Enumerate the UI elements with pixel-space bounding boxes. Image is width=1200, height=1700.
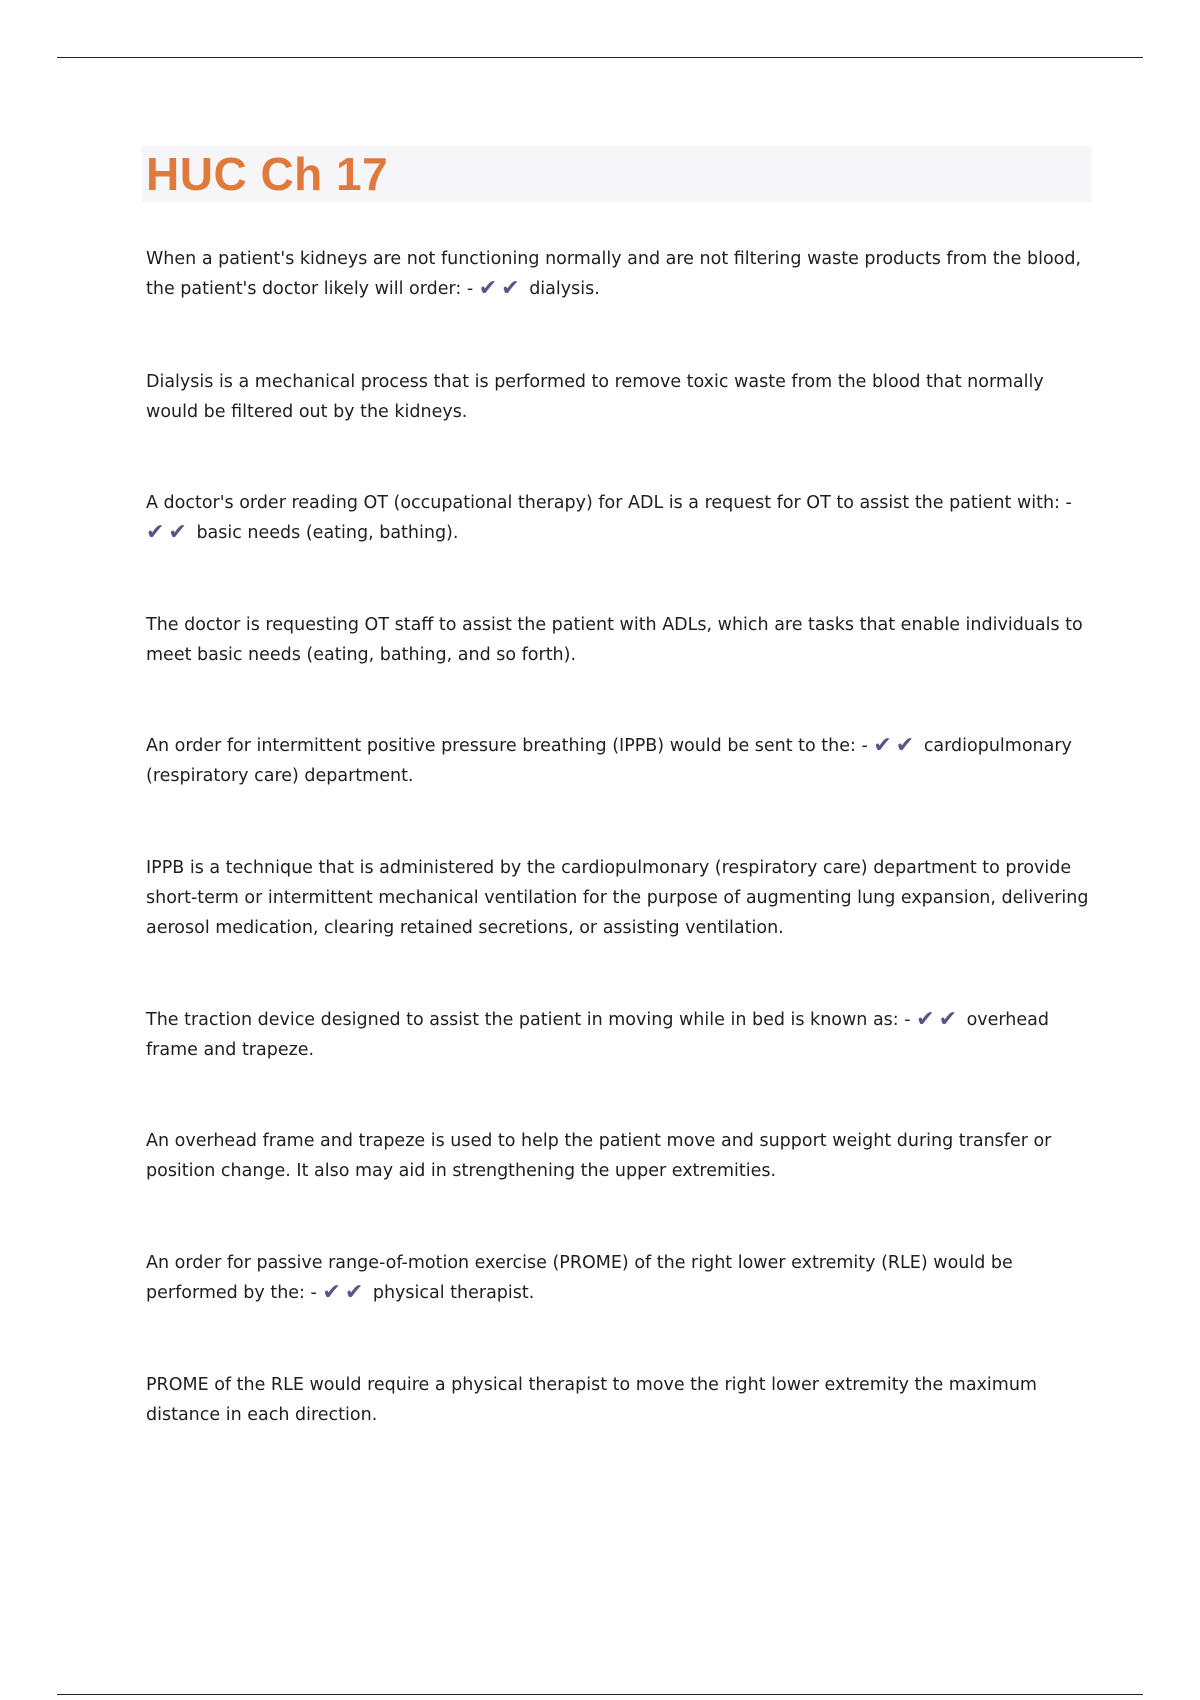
answer-text: cardiopulmonary (respiratory care) department.: [146, 736, 1072, 786]
question-2: [146, 488, 1096, 548]
explanation-3: IPPB is a technique that is administered by the cardiopulmonary (respiratory care) department to provide short-term or intermittent mechanical ventilation for the purpose of augmenting lung expansion, delivering aerosol medication, clearing retained secretions, or assisting ventilation.: [146, 858, 1089, 938]
question-5: [146, 1248, 1096, 1308]
question-text: When a patient's kidneys are not functioning normally and are not filtering waste products from the blood, the patient's doctor likely will order: -: [146, 249, 1082, 299]
explanation-1: Dialysis is a mechanical process that is performed to remove toxic waste from the blood that normally would be filtered out by the kidneys.: [146, 372, 1044, 422]
answer-text: dialysis.: [523, 279, 600, 299]
bottom-rule: [57, 1694, 1143, 1695]
explanation-2: The doctor is requesting OT staff to assist the patient with ADLs, which are tasks that enable individuals to meet basic needs (eating, bathing, and so forth).: [146, 615, 1083, 665]
question-1: [146, 244, 1096, 304]
page-title: HUC Ch 17: [146, 148, 389, 200]
answer-text: overhead frame and trapeze.: [146, 1010, 1049, 1060]
explanation-5: PROME of the RLE would require a physical therapist to move the right lower extremity the maximum distance in each direction.: [146, 1375, 1037, 1425]
double-check-icon: ✔✔: [322, 1280, 368, 1305]
double-check-icon: ✔✔: [873, 733, 919, 758]
question-text: A doctor's order reading OT (occupational therapy) for ADL is a request for OT to assist the patient with: -: [146, 493, 1072, 513]
explanation-4: An overhead frame and trapeze is used to help the patient move and support weight during transfer or position change. It also may aid in strengthening the upper extremities.: [146, 1131, 1052, 1181]
double-check-icon: ✔✔: [146, 520, 191, 545]
question-text: An order for intermittent positive pressure breathing (IPPB) would be sent to the: -: [146, 736, 874, 756]
question-4: [146, 1005, 1096, 1065]
double-check-icon: ✔✔: [916, 1007, 962, 1032]
answer-text: basic needs (eating, bathing).: [190, 523, 459, 543]
top-rule: [57, 57, 1143, 58]
question-text: An order for passive range-of-motion exercise (PROME) of the right lower extremity (RLE) would be performed by the: -: [146, 1253, 1013, 1303]
double-check-icon: ✔✔: [478, 276, 524, 301]
answer-text: physical therapist.: [367, 1283, 535, 1303]
question-3: [146, 731, 1096, 791]
question-text: The traction device designed to assist the patient in moving while in bed is known as: -: [146, 1010, 917, 1030]
